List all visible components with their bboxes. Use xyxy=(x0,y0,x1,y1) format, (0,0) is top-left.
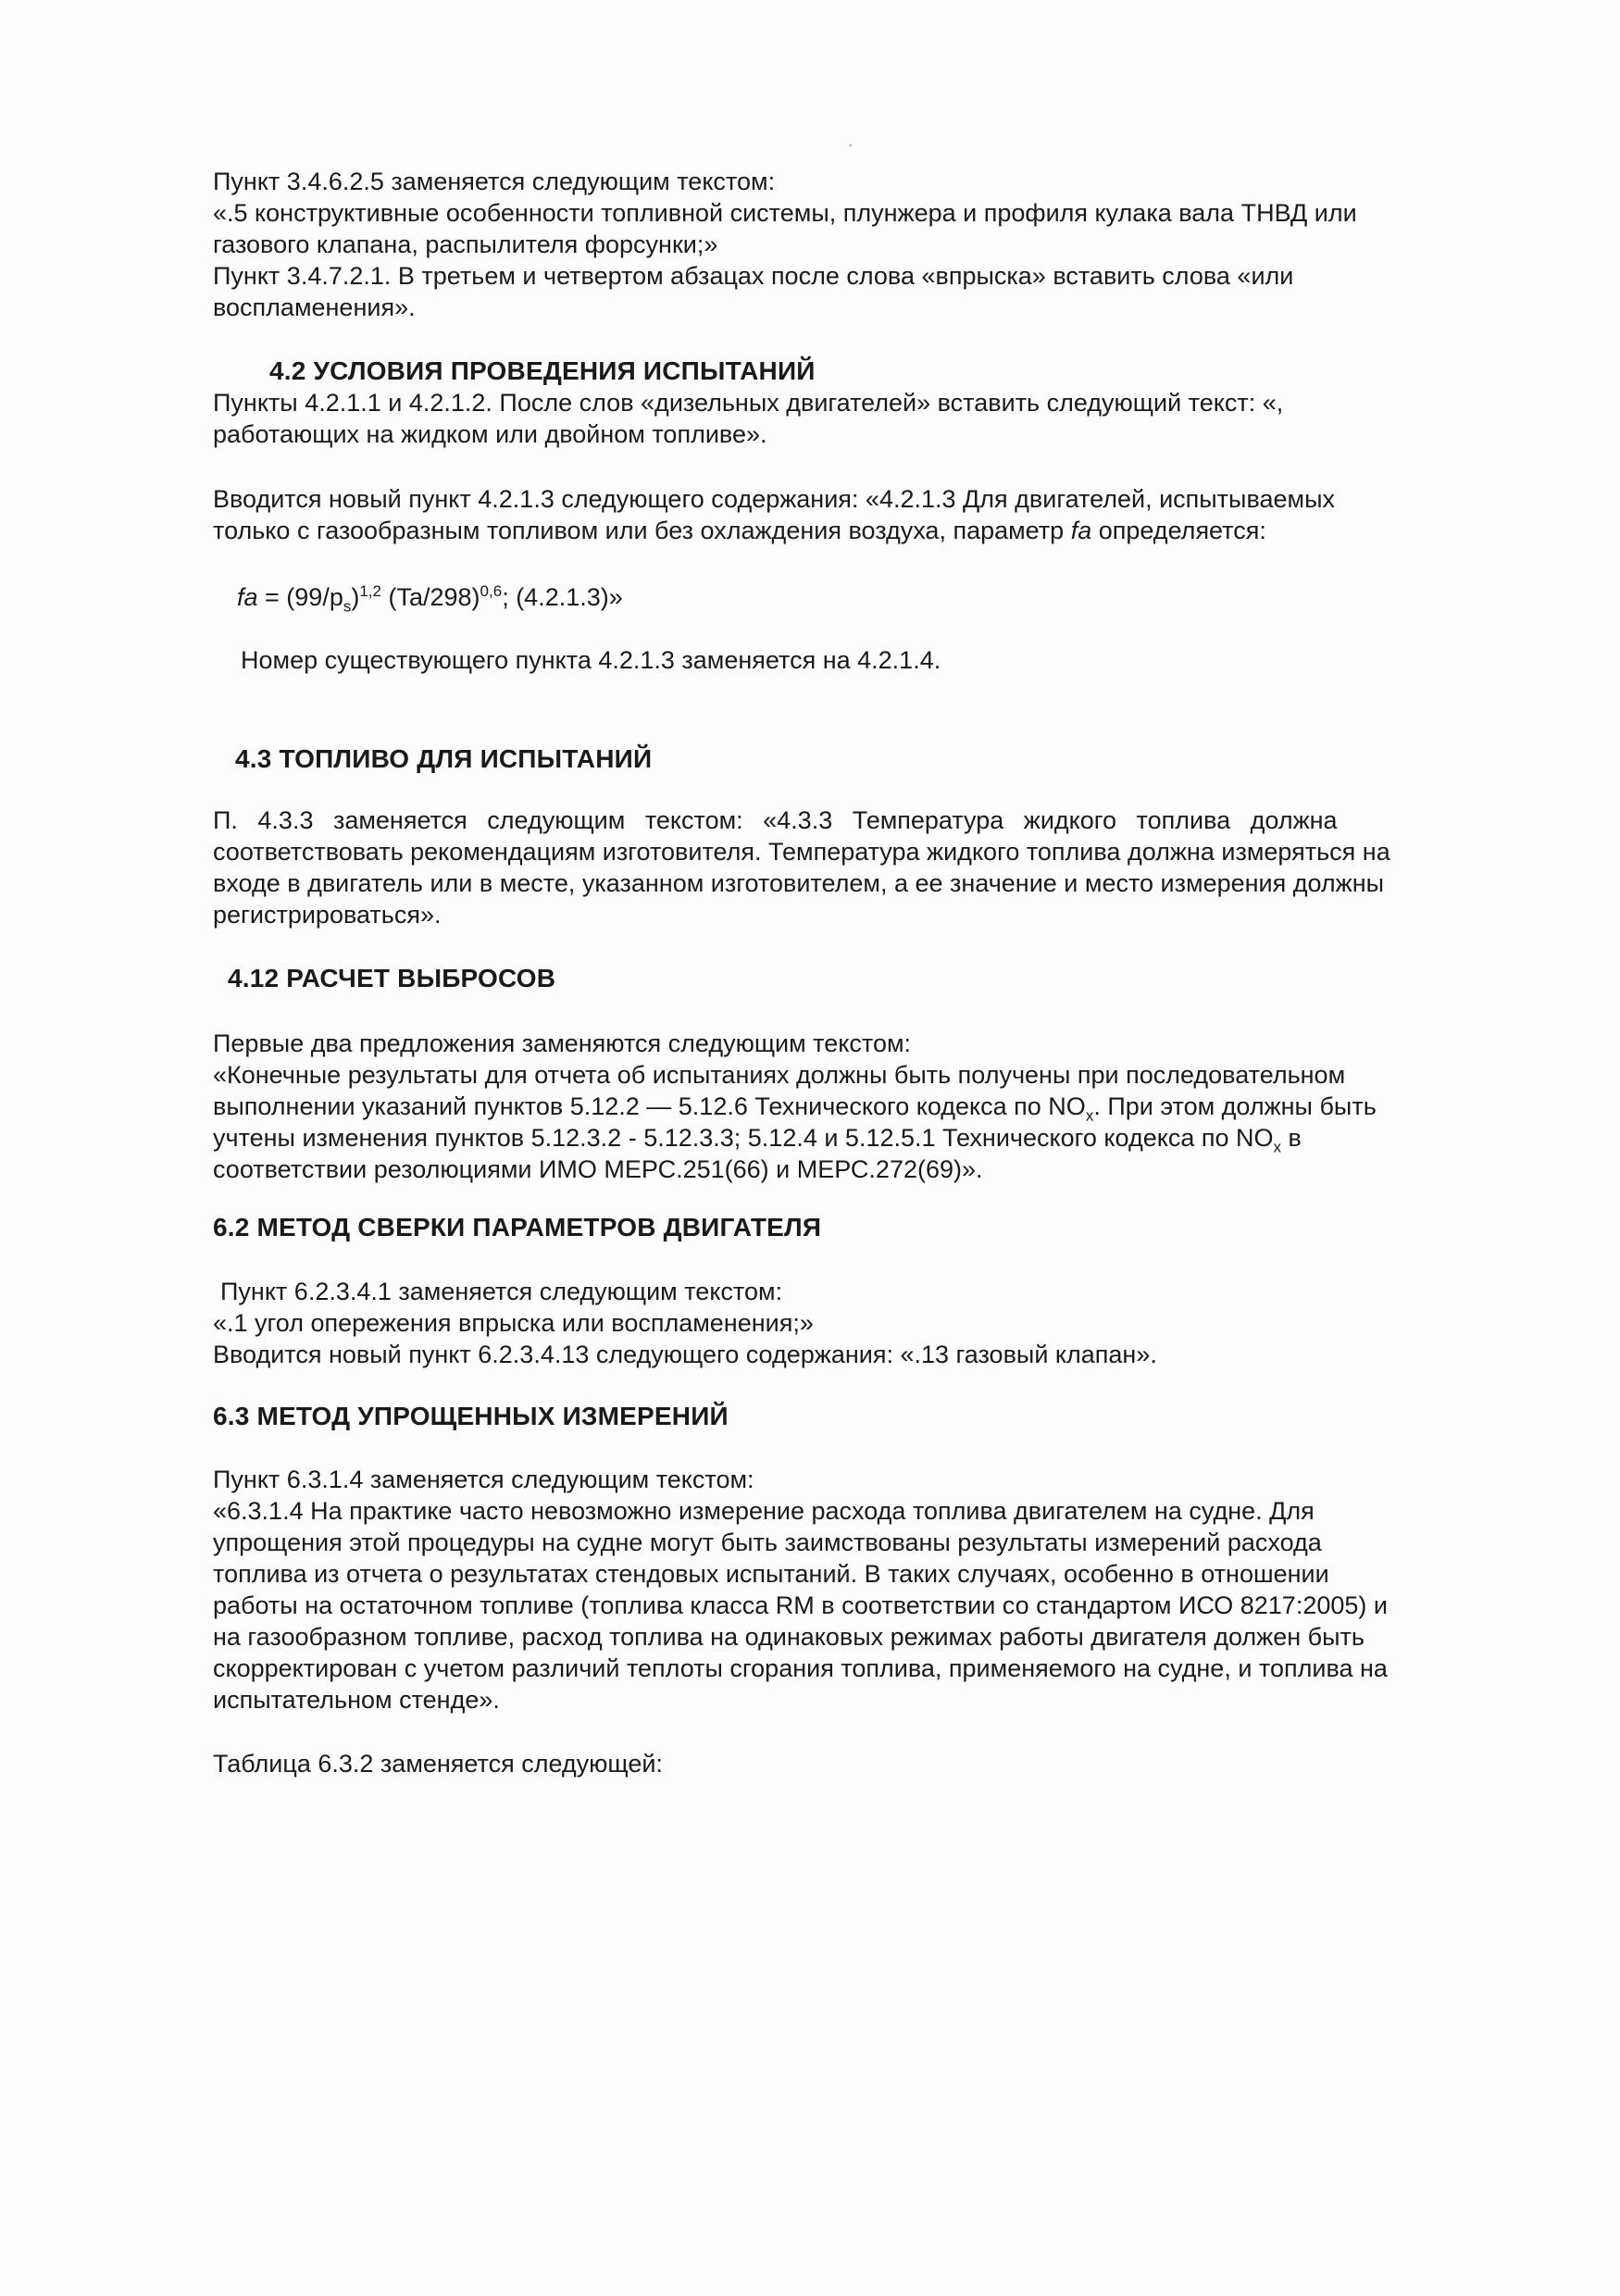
para-4-12-line4: соответствии резолюциями ИМО МЕРС.251(66) и МЕРС.272(69)». xyxy=(213,1155,983,1183)
para-6-3-1-4-line3: топлива из отчета о результатах стендовых испытаний. В таких случаях, особенно в отношении xyxy=(213,1560,1329,1588)
para-4-12-line3 xyxy=(213,1122,1487,1154)
para-3-4-6-2-5-intro: Пункт 3.4.6.2.5 заменяется следующим текстом: xyxy=(213,168,776,195)
para-4-12-line2-a: выполнении указаний пунктов 5.12.2 — 5.12.6 Технического кодекса по NO xyxy=(213,1092,1086,1120)
para-3-4-7-2-1-line2: воспламенения». xyxy=(213,293,416,321)
para-4-3-3-line2: соответствовать рекомендациям изготовителя. Температура жидкого топлива должна измеряться на xyxy=(213,838,1390,866)
para-6-3-1-4-intro: Пункт 6.3.1.4 заменяется следующим текстом: xyxy=(213,1466,754,1493)
para-4-3-3 xyxy=(213,805,1487,930)
para-4-12-line2-b: . При этом должны быть xyxy=(1093,1092,1377,1120)
formula-4-2-1-3 xyxy=(237,581,1511,616)
para-3-4-6-2-5-quote-line1: «.5 конструктивные особенности топливной системы, плунжера и профиля кулака вала ТНВД или xyxy=(213,199,1357,227)
para-4-12-line1: «Конечные результаты для отчета об испытаниях должны быть получены при последовательном xyxy=(213,1061,1346,1089)
formula-close: ) xyxy=(351,583,360,611)
para-6-3-1-4-line4: работы на остаточном топливе (топлива класса RM в соответствии со стандартом ИСО 8217:2005) и xyxy=(213,1591,1388,1619)
para-4-2-1-1-line2: работающих на жидком или двойном топливе». xyxy=(213,420,767,448)
formula-exp2: 0,6 xyxy=(480,582,503,600)
para-4-12-line3-b: в xyxy=(1280,1124,1302,1152)
para-6-3-1-4-line5: на газообразном топливе, расход топлива на одинаковых режимах работы двигателя должен быть xyxy=(213,1623,1365,1651)
para-4-2-1-3-new xyxy=(213,483,1487,546)
para-4-3-3-line4: регистрироваться». xyxy=(213,901,442,929)
para-4-3-3-line3: входе в двигатель или в месте, указанном изготовителем, а ее значение и место измерения должны xyxy=(213,869,1385,897)
para-6-2 xyxy=(213,1276,1487,1370)
para-6-3-1-4-line6: скорректирован с учетом различий теплоты сгорания топлива, применяемого на судне, и топлива на xyxy=(213,1654,1388,1682)
para-4-2-1-1 xyxy=(213,387,1487,450)
param-fa: fa xyxy=(1070,517,1092,544)
scan-speck xyxy=(850,144,852,146)
para-text-suffix: определяется: xyxy=(1091,517,1266,544)
para-6-2-line2: «.1 угол опережения впрыска или воспламенения;» xyxy=(213,1309,814,1337)
para-4-2-1-1-line1: Пункты 4.2.1.1 и 4.2.1.2. После слов «дизельных двигателей» вставить следующий текст: «, xyxy=(213,389,1284,417)
formula-eq: = (99/p xyxy=(257,583,343,611)
nox-subscript: x xyxy=(1273,1138,1281,1156)
heading-6-2: 6.2 МЕТОД СВЕРКИ ПАРАМЕТРОВ ДВИГАТЕЛЯ xyxy=(213,1213,822,1242)
formula-var-fa: fa xyxy=(237,583,258,611)
para-renumber xyxy=(241,644,1514,676)
para-3-4-6-2-5 xyxy=(213,166,1487,323)
para-3-4-6-2-5-quote-line2: газового клапана, распылителя форсунки;» xyxy=(213,231,718,258)
para-6-3-1-4 xyxy=(213,1464,1487,1716)
para-4-12-line2 xyxy=(213,1091,1487,1125)
para-4-2-1-3-new-line1: Вводится новый пункт 4.2.1.3 следующего содержания: «4.2.1.3 Для двигателей, испытываемых xyxy=(213,485,1335,513)
para-6-2-line1: Пункт 6.2.3.4.1 заменяется следующим текстом: xyxy=(220,1278,783,1305)
formula-exp1: 1,2 xyxy=(359,582,381,600)
heading-4-12: 4.12 РАСЧЕТ ВЫБРОСОВ xyxy=(228,964,556,992)
para-6-3-1-4-line1: «6.3.1.4 На практике часто невозможно измерение расхода топлива двигателем на судне. Для xyxy=(213,1497,1315,1525)
para-6-3-1-4-line2: упрощения этой процедуры на судне могут быть заимствованы результаты измерений расхода xyxy=(213,1529,1322,1556)
para-table-6-3-2-note xyxy=(213,1748,1487,1779)
heading-4-3: 4.3 ТОПЛИВО ДЛЯ ИСПЫТАНИЙ xyxy=(235,744,653,773)
para-4-3-3-line1: П. 4.3.3 заменяется следующим текстом: «4.3.3 Температура жидкого топлива должна xyxy=(213,806,1338,834)
para-renumber-text: Номер существующего пункта 4.2.1.3 заменяется на 4.2.1.4. xyxy=(241,646,941,674)
heading-4-2: 4.2 УСЛОВИЯ ПРОВЕДЕНИЯ ИСПЫТАНИЙ xyxy=(269,356,816,385)
heading-6-3: 6.3 МЕТОД УПРОЩЕННЫХ ИЗМЕРЕНИЙ xyxy=(213,1402,729,1430)
nox-subscript: x xyxy=(1085,1106,1094,1125)
table-6-3-2-note-text: Таблица 6.3.2 заменяется следующей: xyxy=(213,1750,663,1778)
para-4-2-1-3-new-line2 xyxy=(213,515,1487,546)
formula-tail: ; (4.2.1.3)» xyxy=(502,583,623,611)
para-6-3-1-4-line7: испытательном стенде». xyxy=(213,1686,500,1714)
para-3-4-7-2-1-line1: Пункт 3.4.7.2.1. В третьем и четвертом абзацах после слова «впрыска» вставить слова «или xyxy=(213,262,1294,290)
para-4-12-line3-a: учтены изменения пунктов 5.12.3.2 - 5.12.3.3; 5.12.4 и 5.12.5.1 Технического кодекса по NO xyxy=(213,1124,1274,1152)
para-4-12-intro: Первые два предложения заменяются следующим текстом: xyxy=(213,1029,912,1057)
formula-sub-s: s xyxy=(343,597,352,616)
para-text-prefix: только с газообразным топливом или без охлаждения воздуха, параметр xyxy=(213,517,1071,544)
formula-mid: (Ta/298) xyxy=(380,583,480,611)
para-6-2-line3: Вводится новый пункт 6.2.3.4.13 следующего содержания: «.13 газовый клапан». xyxy=(213,1341,1157,1368)
para-4-12 xyxy=(213,1028,1487,1185)
